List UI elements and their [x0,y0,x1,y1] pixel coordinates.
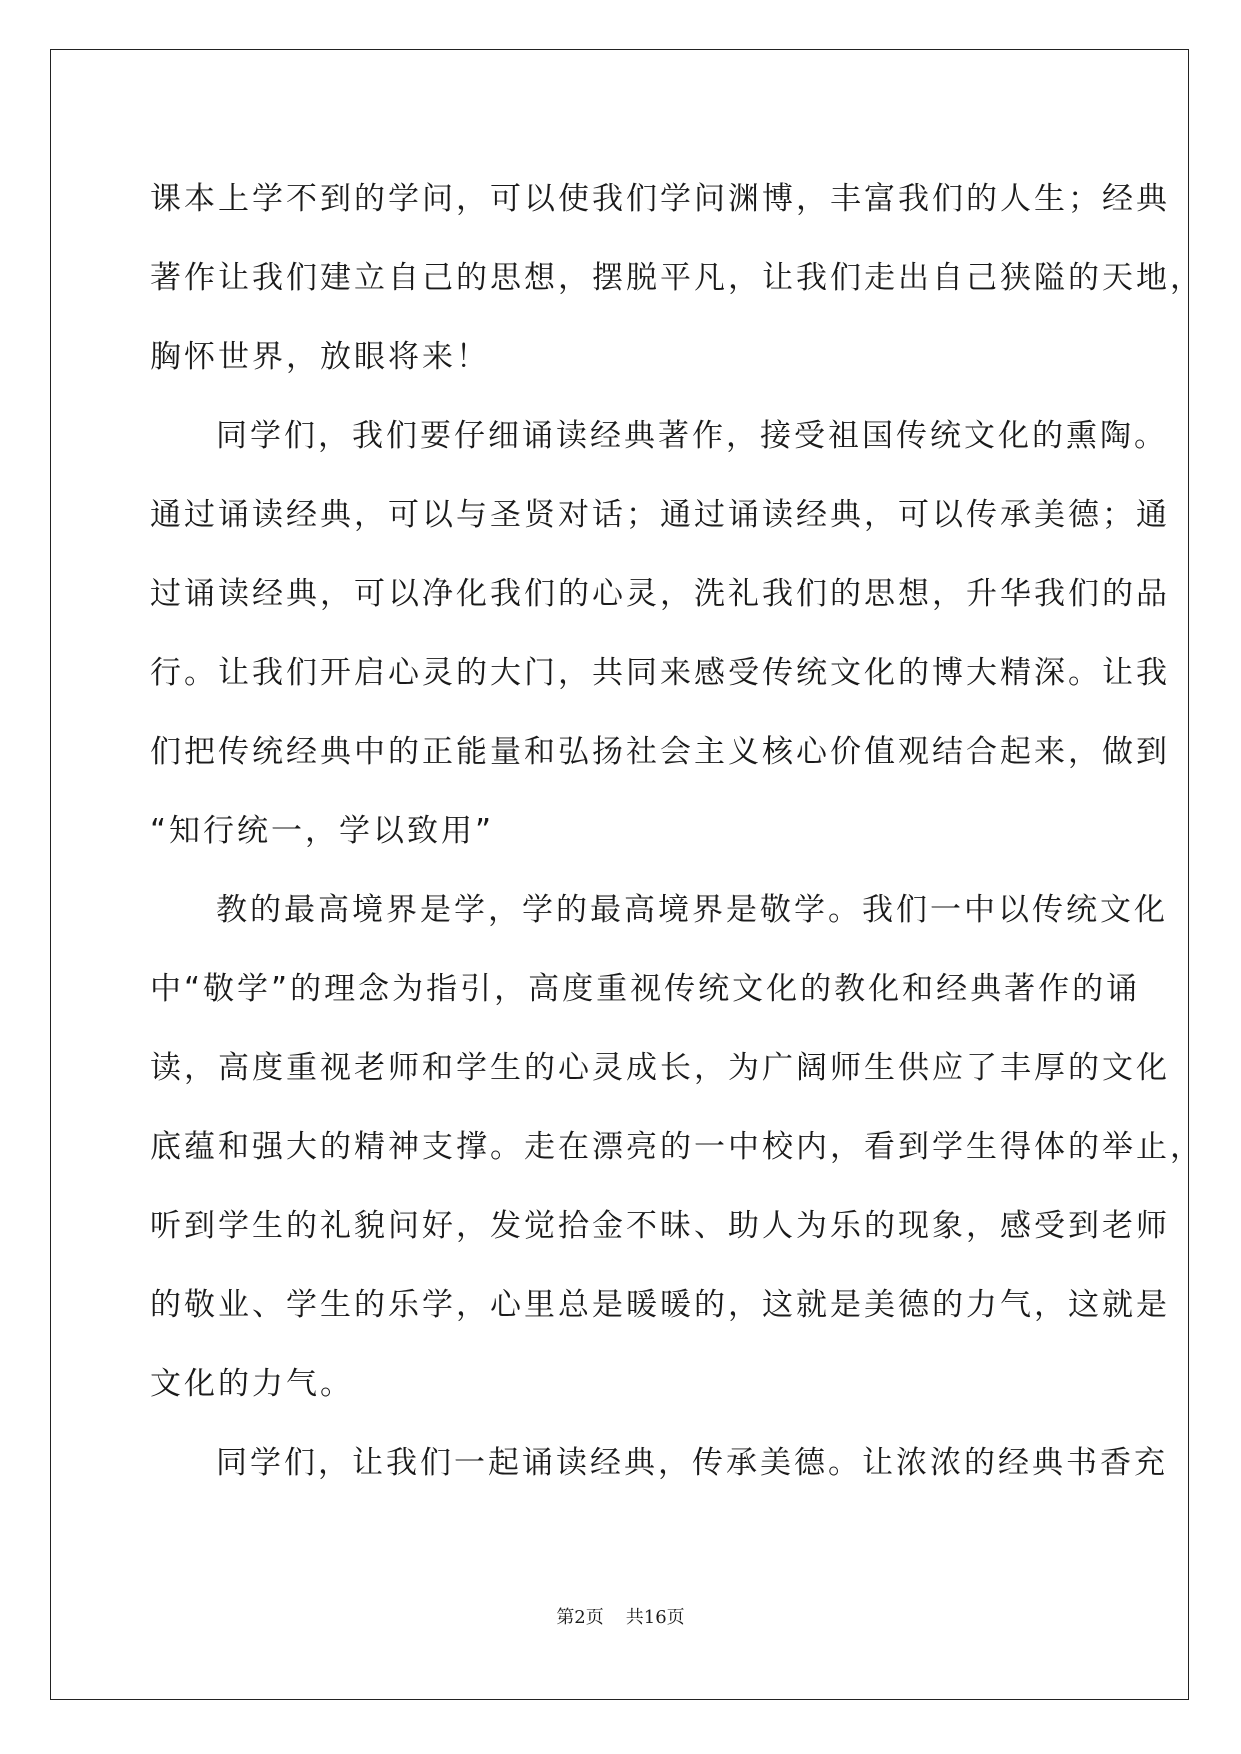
page-footer [0,1603,1241,1629]
paragraph-first-line: 同学们，我们要仔细诵读经典著作，接受祖国传统文化的熏陶。 [216,418,1168,454]
text-line: 的敬业、学生的乐学，心里总是暖暖的，这就是美德的力气，这就是 [150,1287,1170,1323]
text-line: 文化的力气。 [150,1366,354,1402]
page-number: 第2页 [556,1607,604,1628]
page-total: 共16页 [625,1607,685,1628]
text-line: 读，高度重视老师和学生的心灵成长，为广阔师生供应了丰厚的文化 [150,1050,1170,1086]
text-line: 中“敬学”的理念为指引，高度重视传统文化的教化和经典著作的诵 [150,971,1141,1007]
text-line: 行。让我们开启心灵的大门，共同来感受传统文化的博大精深。让我 [150,655,1170,691]
text-line: 著作让我们建立自己的思想，摆脱平凡，让我们走出自己狭隘的天地， [150,260,1204,296]
text-line: 课本上学不到的学问，可以使我们学问渊博，丰富我们的人生；经典 [150,181,1170,217]
text-line: 听到学生的礼貌问好，发觉拾金不昧、助人为乐的现象，感受到老师 [150,1208,1170,1244]
text-line: 过诵读经典，可以净化我们的心灵，洗礼我们的思想，升华我们的品 [150,576,1170,612]
text-line: 底蕴和强大的精神支撑。走在漂亮的一中校内，看到学生得体的举止， [150,1129,1204,1165]
document-body [150,160,1204,1503]
text-line: 胸怀世界，放眼将来！ [150,339,490,375]
text-line: “知行统一，学以致用” [150,813,495,849]
paragraph-first-line: 教的最高境界是学，学的最高境界是敬学。我们一中以传统文化 [216,892,1168,928]
paragraph-first-line: 同学们，让我们一起诵读经典，传承美德。让浓浓的经典书香充 [216,1445,1168,1481]
text-line: 通过诵读经典，可以与圣贤对话；通过诵读经典，可以传承美德；通 [150,497,1170,533]
text-line: 们把传统经典中的正能量和弘扬社会主义核心价值观结合起来，做到 [150,734,1170,770]
